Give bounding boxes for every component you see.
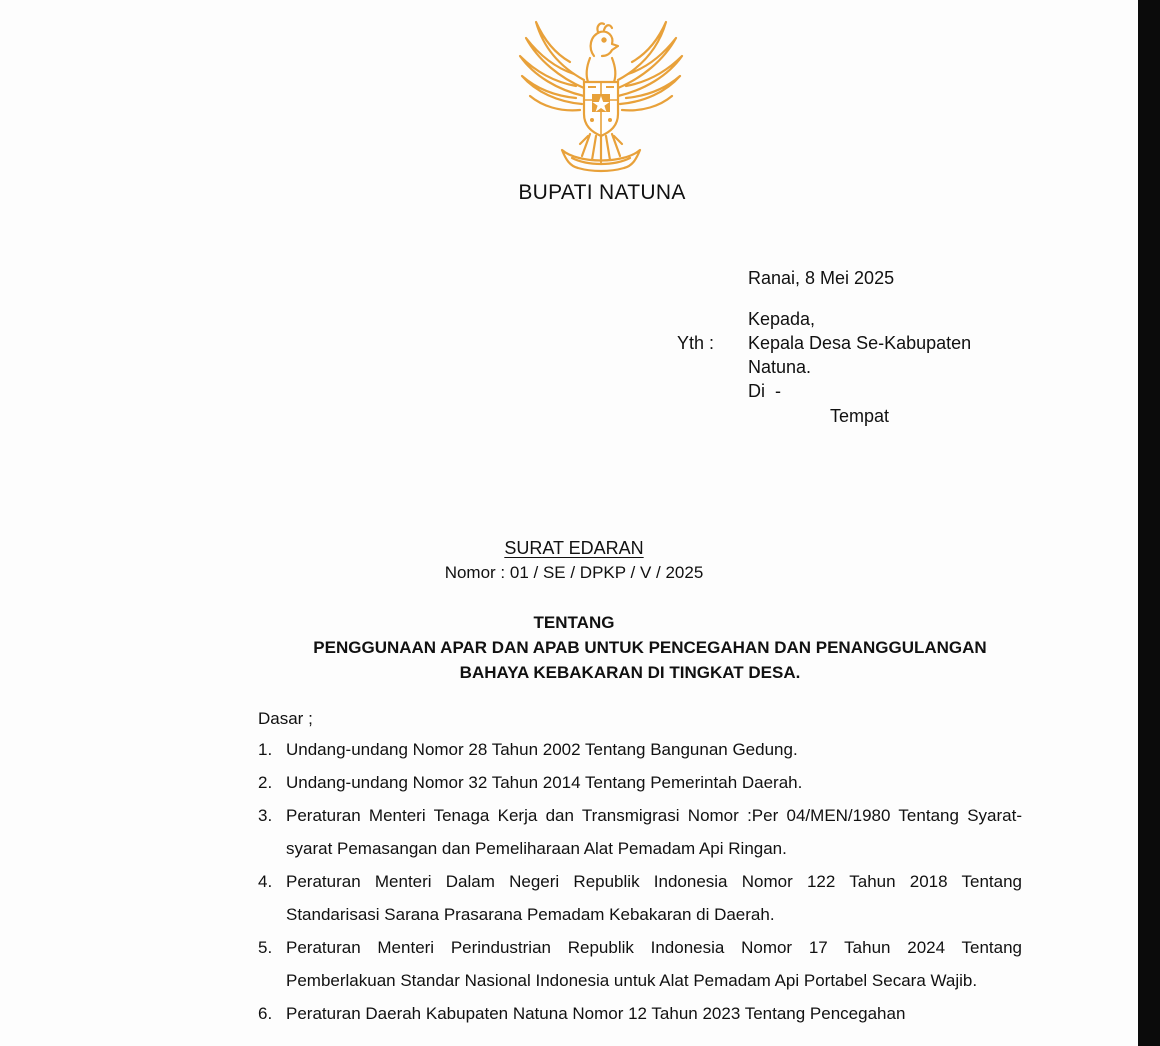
- at-label: Di -: [748, 381, 781, 401]
- list-item: 2. Undang-undang Nomor 32 Tahun 2014 Tentang Pemerintah Daerah.: [258, 773, 803, 792]
- list-item: 4. Peraturan Menteri Dalam Negeri Republik Indonesia Nomor 122 Tahun 2018 Tentang Standarisasi Sarana Prasarana Pemadam Kebakaran di Daerah.: [258, 872, 1022, 924]
- destination-place: Tempat: [830, 406, 890, 426]
- circular-title: SURAT EDARAN: [504, 538, 644, 558]
- subject-line-2: BAHAYA KEBAKARAN DI TINGKAT DESA.: [459, 663, 801, 682]
- list-item: 6. Peraturan Daerah Kabupaten Natuna Nomor 12 Tahun 2023 Tentang Pencegahan: [258, 1004, 906, 1023]
- recipient-line-1: Kepala Desa Se-Kabupaten: [748, 333, 972, 353]
- to-intro: Kepada,: [748, 309, 816, 329]
- list-item: 5. Peraturan Menteri Perindustrian Republik Indonesia Nomor 17 Tahun 2024 Tentang Pemberlakuan Standar Nasional Indonesia untuk Alat Pemadam Api Portabel Secara Wajib.: [258, 938, 1022, 990]
- circular-number: Nomor : 01 / SE / DPKP / V / 2025: [444, 563, 704, 582]
- list-item: 3. Peraturan Menteri Tenaga Kerja dan Transmigrasi Nomor :Per 04/MEN/1980 Tentang Syarat-syarat Pemasangan dan Pemeliharaan Alat Pemadam Api Ringan.: [258, 806, 1022, 858]
- place-date: Ranai, 8 Mei 2025: [748, 268, 895, 288]
- basis-heading: Dasar ;: [258, 709, 313, 728]
- page-edge-border: [1138, 0, 1160, 1046]
- garuda-emblem-icon: [514, 10, 688, 178]
- recipient-line-2: Natuna.: [748, 357, 812, 377]
- basis-list: [258, 733, 1022, 1030]
- regent-title: BUPATI NATUNA: [518, 181, 686, 204]
- list-item: 1. Undang-undang Nomor 28 Tahun 2002 Tentang Bangunan Gedung.: [258, 740, 798, 759]
- subject-line-1: PENGGUNAAN APAR DAN APAB UNTUK PENCEGAHAN DAN PENANGGULANGAN: [313, 638, 987, 657]
- about-label: TENTANG: [533, 613, 615, 632]
- to-label: Yth :: [677, 333, 715, 353]
